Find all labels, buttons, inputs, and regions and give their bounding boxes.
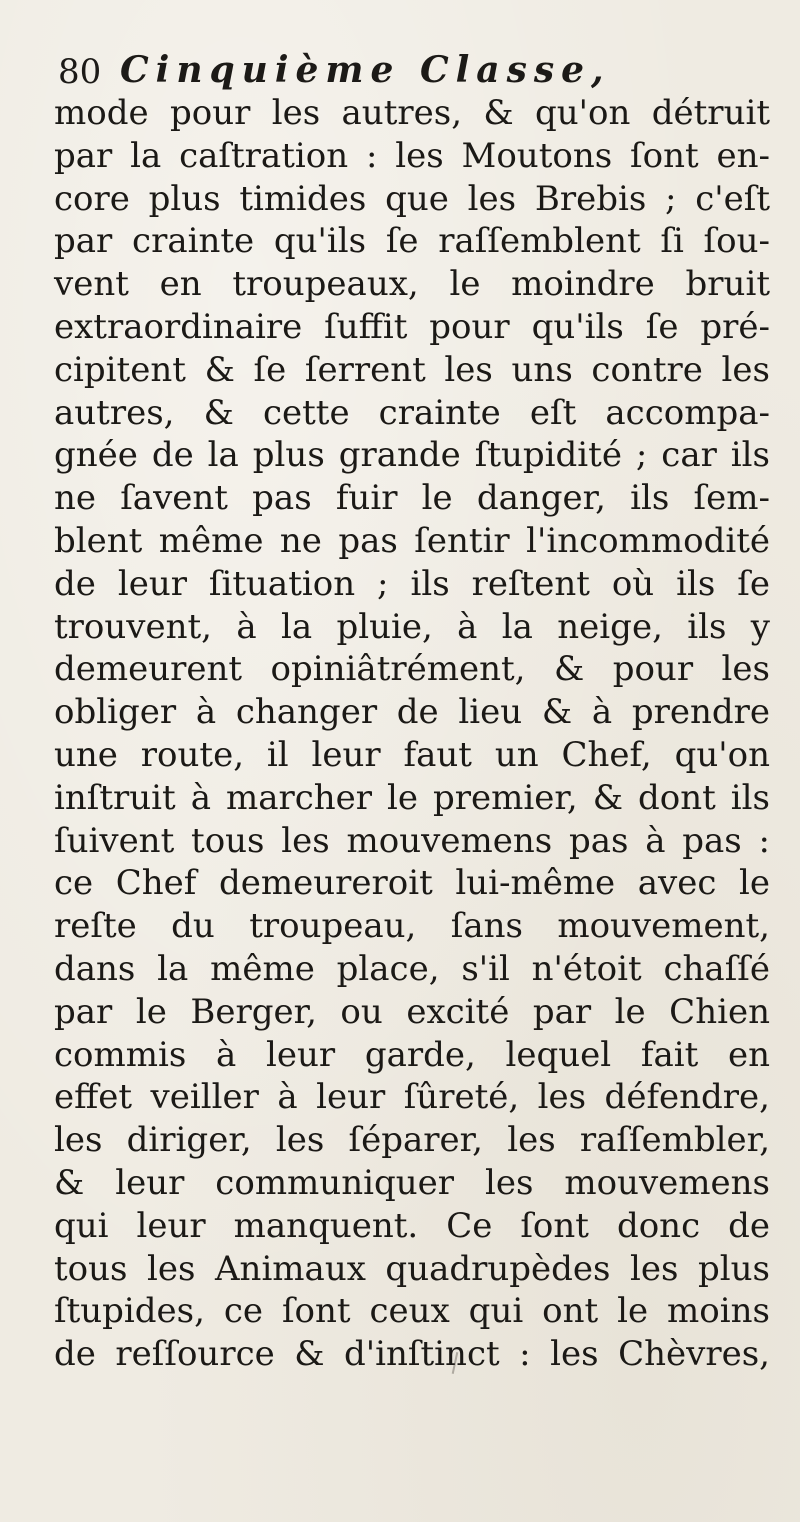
text-line: tous les Animaux quadrupèdes les plus — [54, 1248, 770, 1289]
body-text — [54, 92, 770, 1376]
text-line: trouvent, à la pluie, à la neige, ils y — [54, 606, 770, 647]
text-line: commis à leur garde, lequel fait en — [54, 1034, 770, 1075]
text-line: & leur communiquer les mouvemens — [54, 1162, 770, 1203]
text-line: par crainte qu'ils ſe raſſemblent ſi ſou- — [54, 221, 770, 262]
text-line: les diriger, les ſéparer, les raſſembler, — [54, 1120, 770, 1161]
text-line: core plus timides que les Brebis ; c'eſt — [54, 178, 770, 219]
text-line: effet veiller à leur ſûreté, les défendre, — [54, 1077, 770, 1118]
text-line: vent en troupeaux, le moindre bruit — [54, 264, 770, 305]
text-line: qui leur manquent. Ce ſont donc de — [54, 1205, 770, 1246]
text-line: cipitent & ſe ſerrent les uns contre les — [54, 349, 770, 390]
running-head: Cinquième Classe, — [120, 49, 611, 91]
text-line: reſte du troupeau, ſans mouvement, — [54, 906, 770, 947]
text-line: demeurent opiniâtrément, & pour les — [54, 649, 770, 690]
text-line: ne ſavent pas fuir le danger, ils ſem- — [54, 478, 770, 519]
page-number: 80 — [58, 52, 102, 92]
text-line: ſuivent tous les mouvemens pas à pas : — [54, 820, 770, 861]
text-line: une route, il leur faut un Chef, qu'on — [54, 734, 770, 775]
text-line: obliger à changer de lieu & à prendre — [54, 692, 770, 733]
text-line: mode pour les autres, & qu'on détruit — [54, 93, 770, 133]
text-line: par le Berger, ou excité par le Chien — [54, 991, 770, 1032]
text-line: dans la même place, s'il n'étoit chaſſé — [54, 948, 770, 989]
text-line: autres, & cette crainte eſt accompa- — [54, 392, 770, 433]
text-line: de leur ſituation ; ils reſtent où ils ſe — [54, 563, 770, 604]
text-line: inſtruit à marcher le premier, & dont ils — [54, 777, 770, 818]
text-line: gnée de la plus grande ſtupidité ; car ils — [54, 435, 770, 476]
text-line: de reſſource & d'inſtinct : les Chèvres, — [54, 1334, 770, 1375]
text-line: blent même ne pas ſentir l'incommodité — [54, 520, 770, 561]
text-line: extraordinaire ſuffit pour qu'ils ſe pré- — [54, 306, 770, 347]
text-line: ſtupides, ce ſont ceux qui ont le moins — [54, 1291, 770, 1332]
text-line: par la caſtration : les Moutons ſont en- — [54, 135, 770, 176]
text-line: ce Chef demeureroit lui-même avec le — [54, 863, 770, 904]
